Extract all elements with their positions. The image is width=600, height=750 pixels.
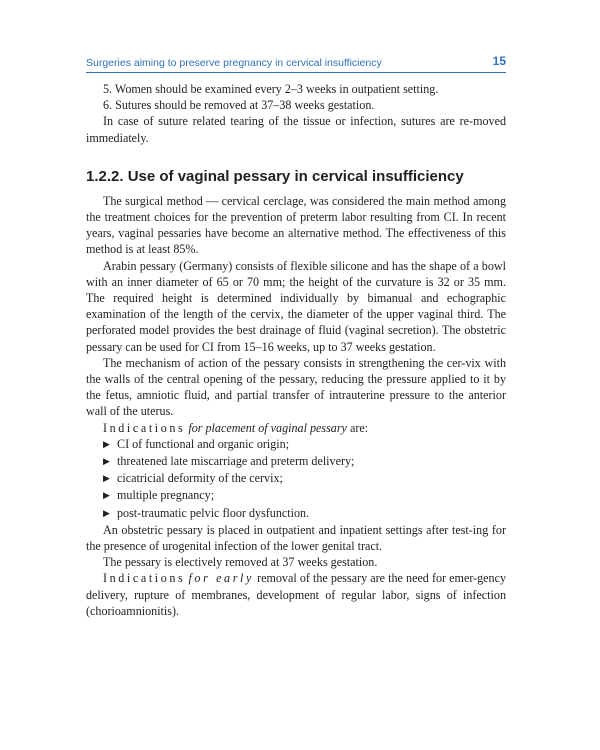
early-tail: removal of the pessary are the need for emer-gency delivery, rupture of membranes, development of regular labor, signs of infection (chorioamnionitis). [86, 571, 507, 618]
bullet-text: CI of functional and organic origin; [117, 436, 290, 451]
header-rule [86, 72, 506, 73]
list-item [86, 470, 506, 487]
paragraph-early-removal [86, 570, 506, 619]
indications-line [86, 420, 506, 436]
list-item [86, 487, 506, 504]
bullet-arrow-icon: ▶ [103, 456, 110, 467]
list-item-6: 6. Sutures should be removed at 37–38 weeks gestation. [103, 98, 375, 113]
section-heading: 1.2.2. Use of vaginal pessary in cervical insufficiency [86, 167, 464, 185]
indications-tail: are: [349, 420, 369, 435]
list-item-5: 5. Women should be examined every 2–3 weeks in outpatient setting. [103, 82, 439, 96]
bullet-text: cicatricial deformity of the cervix; [117, 471, 283, 486]
paragraph-placement: An obstetric pessary is placed in outpatient and inpatient settings after test-ing for the presence of urogenital infection of the lower genital tract. [86, 522, 506, 554]
list-item [86, 453, 506, 470]
suture-note-paragraph: In case of suture related tearing of the tissue or infection, sutures are re-moved immediately. [86, 114, 506, 145]
early-italic: for early [188, 571, 254, 586]
list-item [86, 436, 506, 453]
early-indications-word: Indications [103, 571, 186, 586]
bullet-text: threatened late miscarriage and preterm delivery; [117, 454, 355, 469]
bullet-text: multiple pregnancy; [117, 488, 215, 503]
running-header [86, 52, 506, 72]
list-item [86, 505, 506, 522]
indications-word: Indications [103, 420, 186, 435]
bullet-arrow-icon: ▶ [103, 473, 110, 484]
indications-italic: for placement of vaginal pessary [188, 420, 347, 435]
bullet-text: post-traumatic pelvic floor dysfunction. [117, 505, 310, 520]
page-body [86, 81, 506, 619]
paragraph-cerclage: The surgical method — cervical cerclage, was considered the main method among the treatment choices for the prevention of preterm labor resulting from CI. In recent years, vaginal pessaries have become an alternative method. The effectiveness of this method is at least 85%. [86, 193, 506, 257]
running-header-title: Surgeries aiming to preserve pregnancy in cervical insufficiency [86, 57, 382, 69]
paragraph-removal: The pessary is electively removed at 37 weeks gestation. [103, 555, 378, 570]
paragraph-mechanism: The mechanism of action of the pessary consists in strengthening the cer-vix with the walls of the central opening of the pessary, reducing the pressure applied to it by the fetus, amniotic fluid, and partial transfer of intrauterine pressure to the anterior wall of the uterus. [86, 355, 506, 419]
bullet-arrow-icon: ▶ [103, 490, 110, 501]
bullet-arrow-icon: ▶ [103, 507, 110, 518]
paragraph-arabin-pessary: Arabin pessary (Germany) consists of flexible silicone and has the shape of a bowl with an inner diameter of 65 or 70 mm; the height of the curvature is 32 or 35 mm. The required height is determined individually by bimanual and echographic examination of the length of the cervix, the diameter of the upper vaginal third. The perforated model provides the best drainage of fluid (vaginal secretion). The obstetric pessary can be used for CI from 15–16 weeks, up to 37 weeks gestation. [86, 258, 506, 354]
page-number: 15 [492, 54, 506, 68]
bullet-arrow-icon: ▶ [103, 438, 110, 449]
